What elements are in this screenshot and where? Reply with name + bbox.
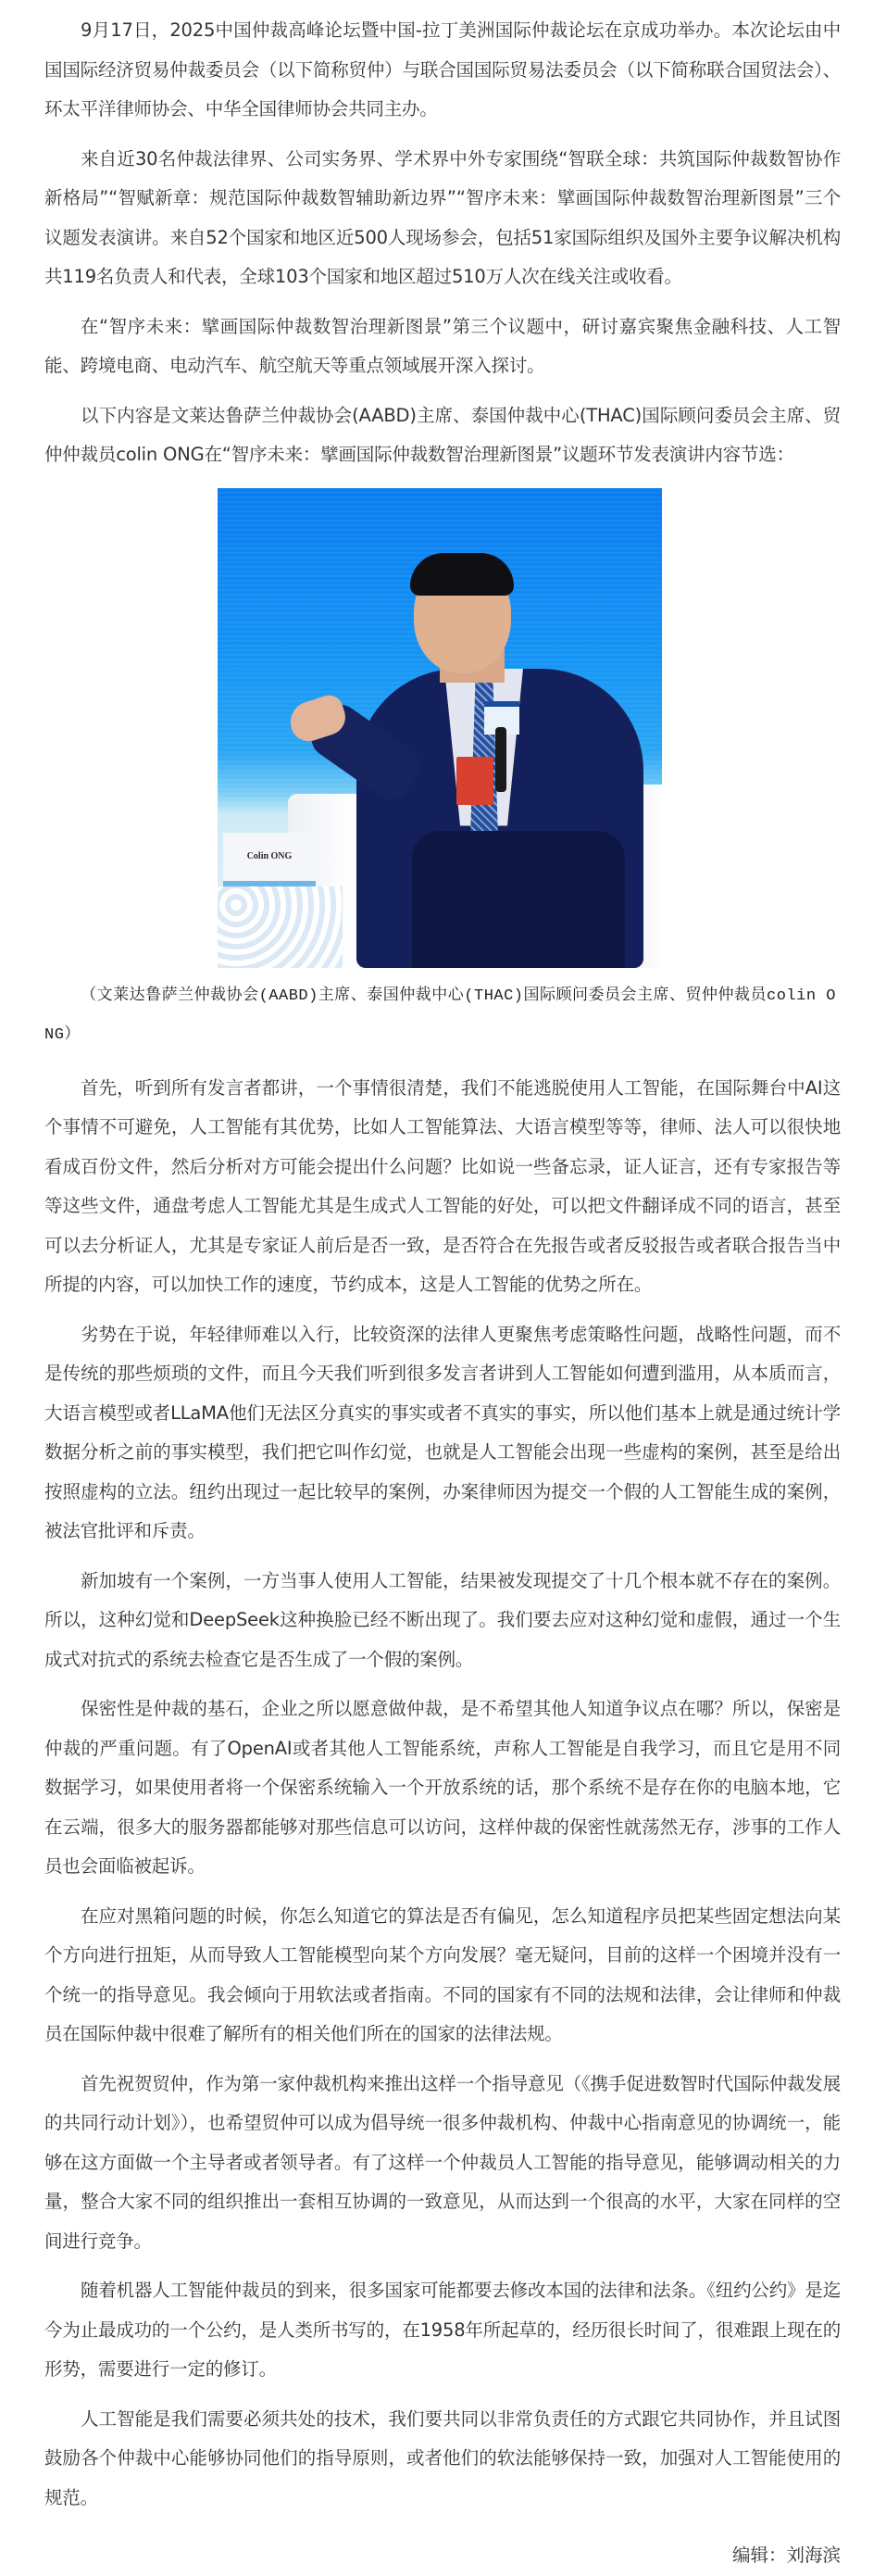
- photo-caption: （文莱达鲁萨兰仲裁协会(AABD)主席、泰国仲裁中心(THAC)国际顾问委员会主席、贸仲仲裁员colin ONG）: [44, 986, 836, 1044]
- paragraph-confidentiality: 保密性是仲裁的基石，企业之所以愿意做仲裁，是不希望其他人知道争议点在哪？所以，保密是仲裁的严重问题。有了OpenAI或者其他人工智能系统，声称人工智能是自我学习，而且它是用不同数据学习，如果使用者将一个保密系统输入一个开放系统的话，那个系统不是存在你的电脑本地，它在云端，很多大的服务器都能够对那些信息可以访问，这样仲裁的保密性就荡然无存，涉事的工作人员也会面临被起诉。: [44, 1698, 841, 1877]
- paragraph-ai-advantages: 首先，听到所有发言者都讲，一个事情很清楚，我们不能逃脱使用人工智能，在国际舞台中AI这个事情不可避免，人工智能有其优势，比如人工智能算法、大语言模型等等，律师、法人可以很快地看成百份文件，然后分析对方可能会提出什么问题？比如说一些备忘录，证人证言，还有专家报告等等这些文件，通盘考虑人工智能尤其是生成式人工智能的好处，可以把文件翻译成不同的语言，甚至可以去分析证人，尤其是专家证人前后是否一致，是否符合在先报告或者反驳报告或者联合报告当中所提的内容，可以加快工作的速度，节约成本，这是人工智能的优势之所在。: [44, 1076, 841, 1295]
- speaker-photo: [218, 488, 662, 968]
- microphone-icon: [495, 727, 506, 792]
- paragraph-ai-disadvantages: 劣势在于说，年轻律师难以入行，比较资深的法律人更聚焦考虑策略性问题，战略性问题，而不是传统的那些烦琐的文件，而且今天我们听到很多发言者讲到人工智能如何遭到滥用，从本质而言，大语言模型或者LLaMA他们无法区分真实的事实或者不真实的事实，所以他们基本上就是通过统计学数据分析之前的事实模型，我们把它叫作幻觉，也就是人工智能会出现一些虚构的案例，甚至是给出按照虚构的立法。纽约出现过一起比较早的案例，办案律师因为提交一个假的人工智能生成的案例，被法官批评和斥责。: [44, 1323, 841, 1541]
- vip-badge: [456, 757, 493, 805]
- paragraph-black-box: 在应对黑箱问题的时候，你怎么知道它的算法是否有偏见，怎么知道程序员把某些固定想法向某个方向进行扭矩，从而导致人工智能模型向某个方向发展？毫无疑问，目前的这样一个困境并没有一个统一的指导意见。我会倾向于用软法或者指南。不同的国家有不同的法规和法律，会让律师和仲裁员在国际仲裁中很难了解所有的相关他们所在的国家的法律法规。: [44, 1904, 841, 2044]
- paragraph-cietac-guidance: 首先祝贺贸仲，作为第一家仲裁机构来推出这样一个指导意见（《携手促进数智时代国际仲裁发展的共同行动计划》），也希望贸仲可以成为倡导统一很多仲裁机构、仲裁中心指南意见的协调统一，能够在这方面做一个主导者或者领导者。有了这样一个仲裁员人工智能的指导意见，能够调动相关的力量，整合大家不同的组织推出一套相互协调的一致意见，从而达到一个很高的水平，大家在同样的空间进行竞争。: [44, 2072, 841, 2252]
- speaker-hair: [410, 553, 514, 596]
- speaker-trousers: [412, 831, 625, 968]
- editor-credit: 编辑：刘海滨: [731, 2545, 841, 2566]
- paragraph-conclusion: 人工智能是我们需要必须共处的技术，我们要共同以非常负责任的方式跟它共同协作，并且试图鼓励各个仲裁中心能够协同他们的指导原则，或者他们的软法能够保持一致，加强对人工智能使用的规范。: [44, 2407, 841, 2508]
- paragraph-singapore-case: 新加坡有一个案例，一方当事人使用人工智能，结果被发现提交了十几个根本就不存在的案例。所以，这种幻觉和DeepSeek这种换脸已经不断出现了。我们要去应对这种幻觉和虚假，通过一个生成式对抗式的系统去检查它是否生成了一个假的案例。: [44, 1569, 841, 1670]
- speaker-figure: [44, 488, 841, 968]
- paragraph-third-topic: 在“智序未来：擘画国际仲裁数智治理新图景”第三个议题中，研讨嘉宾聚焦金融科技、人工智能、跨境电商、电动汽车、航空航天等重点领域展开深入探讨。: [44, 315, 841, 376]
- paragraph-speech-intro: 以下内容是文莱达鲁萨兰仲裁协会(AABD)主席、泰国仲裁中心(THAC)国际顾问委员会主席、贸仲仲裁员colin ONG在“智序未来：擘画国际仲裁数智治理新图景”议题环节发表演讲内容节选：: [44, 404, 841, 465]
- side-table: [218, 886, 343, 968]
- paragraph-participants: 来自近30名仲裁法律界、公司实务界、学术界中外专家围绕“智联全球：共筑国际仲裁数智协作新格局”“智赋新章：规范国际仲裁数智辅助新边界”“智序未来：擘画国际仲裁数智治理新图景”三个议题发表演讲。来自52个国家和地区近500人现场参会，包括51家国际组织及国外主要争议解决机构共119名负责人和代表，全球103个国家和地区超过510万人次在线关注或收看。: [44, 147, 841, 287]
- paragraph-intro: 9月17日，2025中国仲裁高峰论坛暨中国-拉丁美洲国际仲裁论坛在京成功举办。本次论坛由中国国际经济贸易仲裁委员会（以下简称贸仲）与联合国国际贸易法委员会（以下简称联合国贸法会）、环太平洋律师协会、中华全国律师协会共同主办。: [44, 19, 841, 119]
- paragraph-new-york-convention: 随着机器人工智能仲裁员的到来，很多国家可能都要去修改本国的法律和法条。《纽约公约》是迄今为止最成功的一个公约，是人类所书写的，在1958年所起草的，经历很长时间了，很难跟上现在的形势，需要进行一定的修订。: [44, 2280, 841, 2380]
- nameplate: Colin ONG: [223, 833, 316, 886]
